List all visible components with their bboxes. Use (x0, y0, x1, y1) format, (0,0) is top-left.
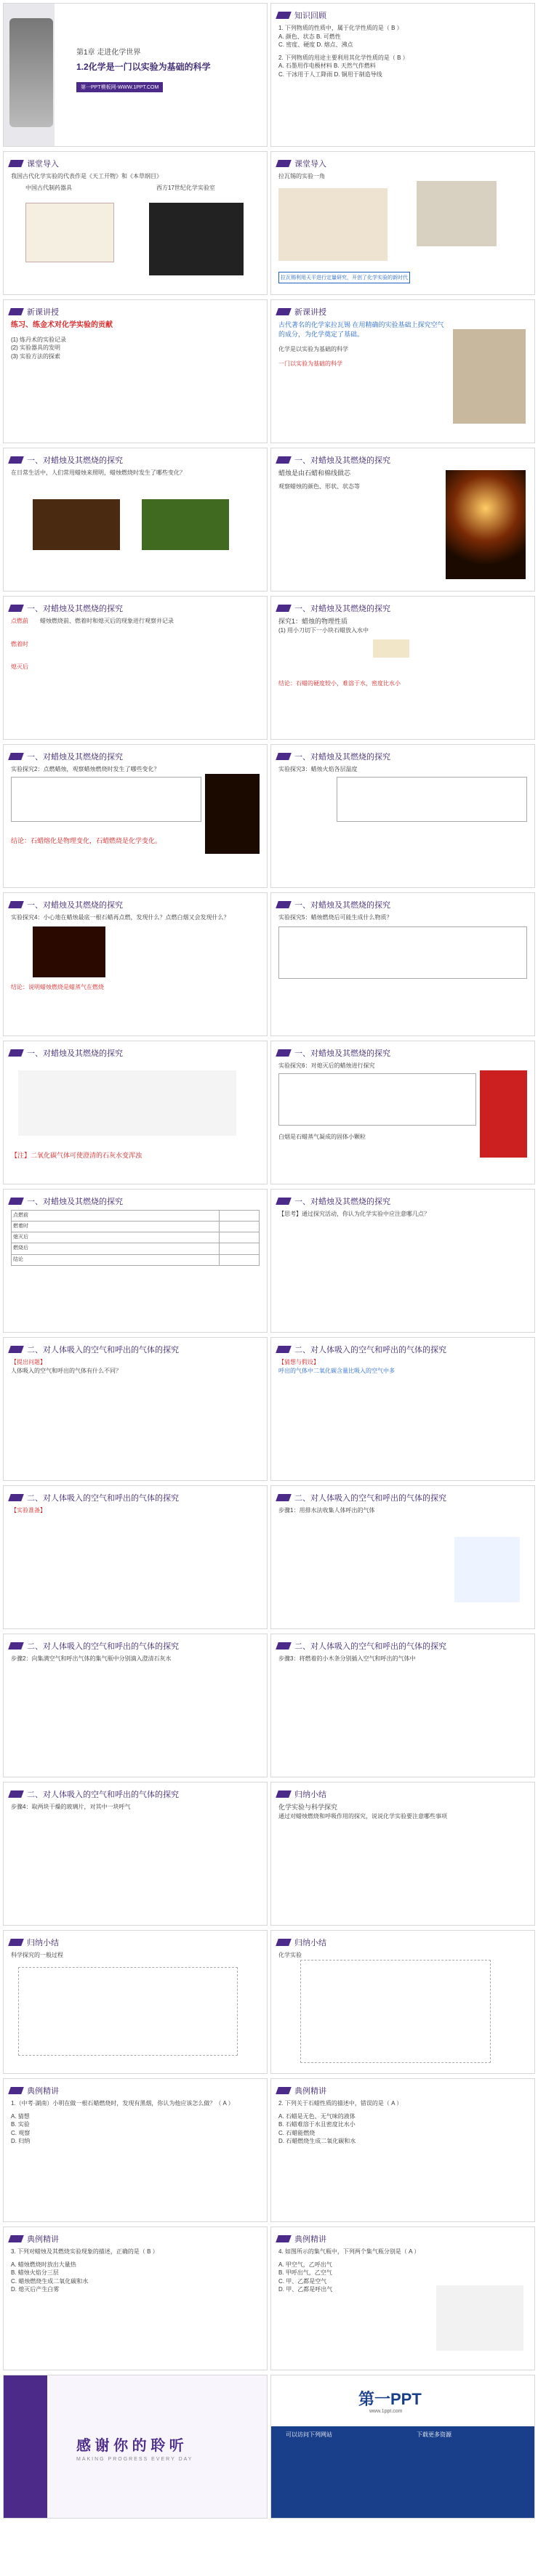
slide-27-title: 归纳小结 (27, 1939, 59, 1947)
gas-bottles-illustration (436, 2285, 523, 2351)
header-bar (8, 1494, 24, 1501)
slide-23[interactable] (3, 1634, 268, 1777)
slide-30-body (278, 2099, 527, 2146)
slide-18-header (277, 1195, 390, 1207)
experiment-illustrations (18, 1070, 236, 1136)
header-bar (8, 1939, 24, 1946)
header-bar (276, 1346, 292, 1353)
header-bar (8, 1642, 24, 1650)
slide-1-ppt: 第一PPT模板网-WWW.1PPT.COM (76, 82, 163, 92)
slide-8[interactable] (270, 448, 535, 591)
scientist-portrait (453, 329, 526, 424)
wax-block-image (373, 639, 409, 658)
q1-b: C. 密度、硬度 D. 熔点、沸点 (278, 41, 353, 49)
slide-13[interactable] (3, 892, 268, 1036)
slide-12[interactable] (270, 744, 535, 888)
slide-3-body (11, 172, 260, 191)
slide-6[interactable] (270, 299, 535, 443)
slide-6-body (278, 320, 447, 368)
header-bar (8, 1346, 24, 1353)
slide-19-title: 二、对人体吸入的空气和呼出的气体的探究 (27, 1346, 179, 1354)
slide-17-body (11, 1210, 260, 1266)
q-text: 1.（中考·湖南）小明在做一根石蜡燃烧时，发现有黑烟，你认为他应该怎么做？（ A ） (11, 2100, 234, 2107)
option: D. 熄灭后产生白雾 (11, 2286, 60, 2293)
header-bar (8, 2235, 24, 2242)
slide-22-l1: 步骤1：用排水法收集人体呼出的气体 (278, 1507, 375, 1514)
q1: 1. 下列物质的性质中，属于化学性质的是（ B ） (278, 25, 403, 31)
slide-26-body (278, 1803, 527, 1821)
slide-10-body (278, 617, 527, 687)
slide-18-body (278, 1210, 527, 1219)
slide-14-title: 一、对蜡烛及其燃烧的探究 (294, 901, 390, 910)
option: A. 蜡烛燃烧时放出大量热 (11, 2261, 76, 2268)
slide-31[interactable] (3, 2226, 268, 2370)
option: A. 石蜡是无色、无气味的液体 (278, 2112, 356, 2120)
slide-5-head: 练习、练金术对化学实验的贡献 (11, 321, 113, 329)
slide-26-l1: 化学实验与科学探究 (278, 1804, 338, 1811)
row-label: 结论 (12, 1254, 220, 1265)
concept-map (300, 1960, 491, 2063)
slide-33[interactable] (3, 2375, 268, 2519)
slide-15-note: 【注】二氧化碳气体可使澄清的石灰水变浑浊 (11, 1152, 142, 1159)
slide-30-header (277, 2085, 326, 2096)
slide-34[interactable] (270, 2375, 535, 2519)
resource-panel (271, 2426, 534, 2518)
slide-22-body (278, 1506, 527, 1515)
slide-10-l2: (1) 用小刀切下一小块石蜡放入水中 (278, 627, 369, 634)
slide-20-l2: 呼出的气体中二氧化碳含量比吸入的空气中多 (278, 1367, 395, 1374)
slide-28-body (278, 1951, 527, 1960)
slide-2-header (277, 9, 326, 21)
slide-23-body (11, 1655, 260, 1663)
slide-30-title: 典例精讲 (294, 2087, 326, 2096)
slide-16[interactable] (270, 1041, 535, 1184)
option: C. 甲、乙都是空气 (278, 2277, 327, 2285)
header-bar (276, 901, 292, 908)
slide-9-text: 蜡烛燃烧前、燃着时和熄灭后的现象进行观察并记录 (40, 618, 174, 624)
ancient-apparatus-image (25, 203, 114, 262)
q1-a: A. 颜色、状态 B. 可燃性 (278, 33, 341, 40)
header-bar (276, 1939, 292, 1946)
header-bar (8, 901, 24, 908)
slide-21-body (11, 1506, 260, 1515)
cap2: 西方17世纪化学实验室 (156, 185, 215, 191)
table-cell (220, 1222, 260, 1232)
slide-19[interactable] (3, 1337, 268, 1481)
slide-8-title: 一、对蜡烛及其燃烧的探究 (294, 456, 390, 465)
slide-9-body (11, 617, 260, 671)
slide-13-body (11, 913, 260, 991)
slide-28-header (277, 1937, 326, 1948)
slide-7[interactable] (3, 448, 268, 591)
slide-7-header (9, 454, 123, 466)
slide-16-header (277, 1047, 390, 1059)
slide-16-note: 白烟是石蜡蒸气凝成的固体小颗粒 (278, 1133, 366, 1140)
table-cell (220, 1232, 260, 1243)
option: D. 石蜡燃烧生成二氧化碳和水 (278, 2138, 356, 2145)
slide-28[interactable] (270, 1930, 535, 2074)
slide-32-body (278, 2248, 433, 2294)
header-bar (276, 1494, 292, 1501)
slide-33-thanks: 感 谢 你 的 聆 听 (76, 2438, 184, 2454)
slide-25-header (9, 1788, 179, 1800)
slide-8-header (277, 454, 390, 466)
slide-11-l1: 实验探究2：点燃蜡烛，观察蜡烛燃烧时发生了哪些变化？ (11, 766, 160, 772)
candle-photo (33, 499, 120, 550)
slide-14-table (278, 926, 527, 979)
header-bar (276, 1642, 292, 1650)
red-candle-photo (480, 1070, 527, 1158)
slide-21-l1: 【实验准备】 (11, 1507, 46, 1514)
slide-7-text: 在日常生活中，人们常用蜡烛来照明，蜡烛燃烧时发生了哪些变化？ (11, 469, 185, 476)
option: B. 甲呼出气，乙空气 (278, 2269, 332, 2277)
slide-27-header (9, 1937, 59, 1948)
item-b: (2) 实验器具的发明 (11, 344, 60, 352)
slide-34-h2: 下载更多资源 (417, 2431, 451, 2438)
slide-31-header (9, 2233, 59, 2245)
slide-32-title: 典例精讲 (294, 2235, 326, 2244)
header-bar (8, 456, 24, 464)
slide-25[interactable] (3, 1782, 268, 1926)
slide-25-title: 二、对人体吸入的空气和呼出的气体的探究 (27, 1790, 179, 1799)
header-bar (276, 2235, 292, 2242)
slide-2-body (278, 24, 527, 79)
slide-24-header (277, 1640, 446, 1652)
slide-8-l2: 观察蜡烛的颜色、形状、状态等 (278, 483, 360, 490)
header-bar (8, 1198, 24, 1205)
slide-3-title: 课堂导入 (27, 160, 59, 169)
slide-16-title: 一、对蜡烛及其燃烧的探究 (294, 1049, 390, 1058)
slide-31-title: 典例精讲 (27, 2235, 59, 2244)
header-bar (276, 1790, 292, 1798)
slide-12-header (277, 751, 390, 762)
slide-3[interactable] (3, 151, 268, 295)
header-bar (8, 160, 24, 167)
header-bar (276, 605, 292, 612)
slide-5-body (11, 320, 260, 360)
slide-24[interactable] (270, 1634, 535, 1777)
slide-10-conc: 结论：石蜡的硬度较小，难溶于水，密度比水小 (278, 679, 401, 687)
header-bar (276, 2087, 292, 2094)
slide-19-l1: 【提出问题】 (11, 1359, 46, 1365)
row-label: 燃着时 (12, 1222, 220, 1232)
slide-14[interactable] (270, 892, 535, 1036)
slide-2-title: 知识回顾 (294, 12, 326, 20)
slide-4-header (277, 158, 326, 169)
option: C. 观察 (11, 2129, 31, 2136)
fire-photo (33, 926, 105, 977)
lavoisier-portrait (417, 181, 497, 246)
slide-29-header (9, 2085, 59, 2096)
q-text: 3. 下列对蜡烛及其燃烧实验现象的描述，正确的是（ B ） (11, 2248, 158, 2255)
item-a: (1) 炼丹术的实验记录 (11, 336, 66, 343)
slide-22-title: 二、对人体吸入的空气和呼出的气体的探究 (294, 1494, 446, 1503)
slide-9[interactable] (3, 596, 268, 740)
slide-8-body (278, 469, 440, 491)
slide-13-conc: 结论：说明蜡烛燃烧是蜡蒸气在燃烧 (11, 983, 104, 990)
slide-29-body (11, 2099, 260, 2146)
slide-12-title: 一、对蜡烛及其燃烧的探究 (294, 753, 390, 762)
slide-27[interactable] (3, 1930, 268, 2074)
col-after: 熄灭后 (11, 663, 28, 671)
header-bar (276, 160, 292, 167)
slide-28-l1: 化学实验 (278, 1952, 302, 1958)
slide-24-body (278, 1655, 527, 1663)
slide-11-title: 一、对蜡烛及其燃烧的探究 (27, 753, 123, 762)
slide-32[interactable] (270, 2226, 535, 2370)
header-bar (276, 308, 292, 315)
slide-11[interactable] (3, 744, 268, 888)
slide-5[interactable] (3, 299, 268, 443)
slide-21-title: 二、对人体吸入的空气和呼出的气体的探究 (27, 1494, 179, 1503)
q2-b: C. 干冰用于人工降雨 D. 铜用于制造导线 (278, 70, 382, 78)
slide-12-body (278, 765, 527, 822)
burning-candle-photo (205, 774, 260, 854)
header-bar (8, 1790, 24, 1798)
q-text: 2. 下列关于石蜡性质的描述中，错误的是（ A ） (278, 2100, 403, 2107)
slide-10[interactable] (270, 596, 535, 740)
header-bar (276, 12, 292, 19)
slide-2[interactable] (270, 3, 535, 147)
table-row (12, 1243, 260, 1254)
slide-6-title: 新课讲授 (294, 308, 326, 317)
slide-11-table (11, 777, 201, 822)
slide-22[interactable] (270, 1485, 535, 1629)
slide-22-header (277, 1492, 446, 1503)
table-row (12, 1254, 260, 1265)
slide-29[interactable] (3, 2078, 268, 2222)
slide-32-header (277, 2233, 326, 2245)
header-bar (276, 753, 292, 760)
slide-14-body (278, 913, 527, 979)
table-cell (220, 1243, 260, 1254)
slide-14-l1: 实验探究5：蜡烛燃烧后可能生成什么物质？ (278, 914, 393, 921)
candle-flame-photo (446, 470, 526, 579)
slide-18-l1: 【思考】通过探究活动，你认为化学实验中应注意哪几点？ (278, 1211, 430, 1217)
item-c: (3) 实验方法的探索 (11, 352, 60, 360)
header-bar (276, 456, 292, 464)
slide-34-url: www.1ppt.com (369, 2409, 403, 2414)
slide-7-title: 一、对蜡烛及其燃烧的探究 (27, 456, 123, 465)
slide-25-l1: 步骤4：取两块干燥的玻璃片，对其中一块呼气 (11, 1804, 131, 1810)
table-row (12, 1222, 260, 1232)
slide-12-l1: 实验探究3：蜡烛火焰各层温度 (278, 766, 358, 772)
slide-18[interactable] (270, 1189, 535, 1333)
slide-10-header (277, 602, 390, 614)
header-bar (8, 2087, 24, 2094)
row-label: 熄灭后 (12, 1232, 220, 1243)
slide-19-body (11, 1358, 260, 1375)
option: D. 归纳 (11, 2138, 31, 2145)
slide-15-title: 一、对蜡烛及其燃烧的探究 (27, 1049, 123, 1058)
header-bar (276, 1049, 292, 1057)
header-bar (8, 308, 24, 315)
slide-20-header (277, 1344, 446, 1355)
table-cell (220, 1211, 260, 1222)
slide-26-title: 归纳小结 (294, 1790, 326, 1799)
slide-21[interactable] (3, 1485, 268, 1629)
slide-34-h1: 可以访问下列网站 (286, 2431, 332, 2438)
slide-16-table (278, 1073, 476, 1126)
slide-17-title: 一、对蜡烛及其燃烧的探究 (27, 1198, 123, 1206)
flowchart (18, 1967, 238, 2056)
slide-9-title: 一、对蜡烛及其燃烧的探究 (27, 605, 123, 613)
header-bar (276, 1198, 292, 1205)
slide-20[interactable] (270, 1337, 535, 1481)
slide-24-l1: 步骤3：将燃着的小木条分别插入空气和呼出的气体中 (278, 1655, 416, 1662)
col-before: 点燃前 (11, 618, 28, 624)
slide-26[interactable] (270, 1782, 535, 1926)
slide-5-header (9, 306, 59, 318)
slide-26-l2: 通过对蜡烛燃烧和呼吸作用的探究，说说化学实验要注意哪些事项 (278, 1813, 447, 1820)
table-row (12, 1211, 260, 1222)
q2: 2. 下列物质的用途主要利用其化学性质的是（ B ） (278, 54, 409, 61)
header-bar (8, 753, 24, 760)
purple-ribbon (4, 2375, 47, 2519)
slide-21-header (9, 1492, 179, 1503)
option: B. 石蜡难溶于水且密度比水小 (278, 2121, 356, 2128)
slide-16-body (278, 1062, 476, 1141)
slide-11-body (11, 765, 201, 846)
row-label: 点燃前 (12, 1211, 220, 1222)
slide-27-l1: 科学探究的一般过程 (11, 1952, 63, 1958)
option: B. 蜡烛火焰分三层 (11, 2269, 59, 2277)
slide-19-l2: 人体吸入的空气和呼出的气体有什么不同？ (11, 1367, 121, 1374)
slide-6-l2: 一门以实验为基础的科学 (278, 360, 342, 367)
slide-13-title: 一、对蜡烛及其燃烧的探究 (27, 901, 123, 910)
microscope-image (9, 18, 53, 127)
slide-9-header (9, 602, 123, 614)
slide-19-header (9, 1344, 179, 1355)
slide-6-l1: 化学是以实验为基础的科学 (278, 346, 348, 353)
option: B. 实验 (11, 2121, 30, 2128)
header-bar (8, 1049, 24, 1057)
gas-jar-illustration (454, 1537, 520, 1602)
slide-6-header (277, 306, 326, 318)
option: C. 蜡烛燃烧生成二氧化碳和水 (11, 2277, 89, 2285)
slide-20-title: 二、对人体吸入的空气和呼出的气体的探究 (294, 1346, 446, 1354)
slide-5-title: 新课讲授 (27, 308, 59, 317)
cap1: 中国古代制药器具 (25, 185, 72, 191)
slide-7-body (11, 469, 260, 477)
slide-8-l1: 蜡烛是由石蜡和棉线做芯 (278, 469, 351, 477)
slide-23-l1: 步骤2：向集满空气和呼出气体的集气瓶中分别滴入澄清石灰水 (11, 1655, 172, 1662)
slide-10-l1: 探究1：蜡烛的物理性质 (278, 618, 348, 625)
q2-a: A. 石墨用作电极材料 B. 天然气作燃料 (278, 62, 376, 70)
slide-30[interactable] (270, 2078, 535, 2222)
slide-12-table (337, 777, 527, 822)
slide-13-l1: 实验探究4：小心地在蜡烛最底一根石蜡再点燃，发现什么？点燃白烟又会发现什么？ (11, 914, 230, 921)
slide-13-header (9, 899, 123, 911)
slide-1-chapter: 第1章 走进化学世界 (76, 49, 141, 57)
slide-3-header (9, 158, 59, 169)
slide-15-header (9, 1047, 123, 1059)
slide-23-header (9, 1640, 179, 1652)
lab-photo (149, 203, 244, 275)
slide-17-header (9, 1195, 123, 1207)
slide-28-title: 归纳小结 (294, 1939, 326, 1947)
slide-18-title: 一、对蜡烛及其燃烧的探究 (294, 1198, 390, 1206)
table-cell (220, 1254, 260, 1265)
option: A. 猜想 (11, 2112, 30, 2120)
option: C. 石蜡能燃烧 (278, 2129, 316, 2136)
slide-29-title: 典例精讲 (27, 2087, 59, 2096)
header-bar (8, 605, 24, 612)
slide-10-title: 一、对蜡烛及其燃烧的探究 (294, 605, 390, 613)
slide-4-title: 课堂导入 (294, 160, 326, 169)
slide-4-note: 拉瓦锡利用天平进行定量研究，开创了化学实验的新时代 (278, 272, 410, 283)
slide-27-body (11, 1951, 260, 1960)
table-row (12, 1232, 260, 1243)
row-label: 燃烧后 (12, 1243, 220, 1254)
slide-33-sub: MAKING PROGRESS EVERY DAY (76, 2457, 193, 2462)
slide-15[interactable] (3, 1041, 268, 1184)
slide-3-line: 我国古代化学实验的代表作是《天工开物》和《本草纲目》 (11, 173, 162, 179)
slide-4-body (278, 172, 527, 181)
lavoisier-apparatus-image (278, 188, 388, 261)
slide-4[interactable] (270, 151, 535, 295)
option: A. 甲空气，乙呼出气 (278, 2261, 332, 2268)
slide-20-body (278, 1358, 527, 1375)
slide-4-line: 拉瓦锡的实验一角 (278, 173, 325, 179)
slide-1-title: 1.2化学是一门以实验为基础的科学 (76, 62, 211, 72)
option: D. 甲、乙都是呼出气 (278, 2286, 333, 2293)
col-burning: 燃着时 (11, 640, 28, 647)
slide-14-header (277, 899, 390, 911)
slide-24-title: 二、对人体吸入的空气和呼出的气体的探究 (294, 1642, 446, 1651)
limes-photo (142, 499, 229, 550)
slide-26-header (277, 1788, 326, 1800)
slide-20-l1: 【猜想与假设】 (278, 1359, 319, 1365)
slide-17[interactable] (3, 1189, 268, 1333)
slide-25-body (11, 1803, 260, 1812)
summary-table (11, 1210, 260, 1266)
slide-34-brand: 第一PPT (358, 2390, 422, 2408)
slide-23-title: 二、对人体吸入的空气和呼出的气体的探究 (27, 1642, 179, 1651)
slide-31-body (11, 2248, 260, 2294)
q-text: 4. 如图所示的集气瓶中，下列两个集气瓶分别是（ A ） (278, 2248, 420, 2255)
slide-6-head: 古代著名的化学家拉瓦锡 在用精确的实验基础上探究空气的成分，为化学奠定了基础。 (278, 321, 444, 339)
slide-1[interactable] (3, 3, 268, 147)
slide-16-l1: 实验探究6：对熄灭后的蜡烛进行探究 (278, 1062, 375, 1069)
slide-11-conc: 结论：石蜡熔化是物理变化，石蜡燃烧是化学变化。 (11, 836, 162, 844)
slide-11-header (9, 751, 123, 762)
